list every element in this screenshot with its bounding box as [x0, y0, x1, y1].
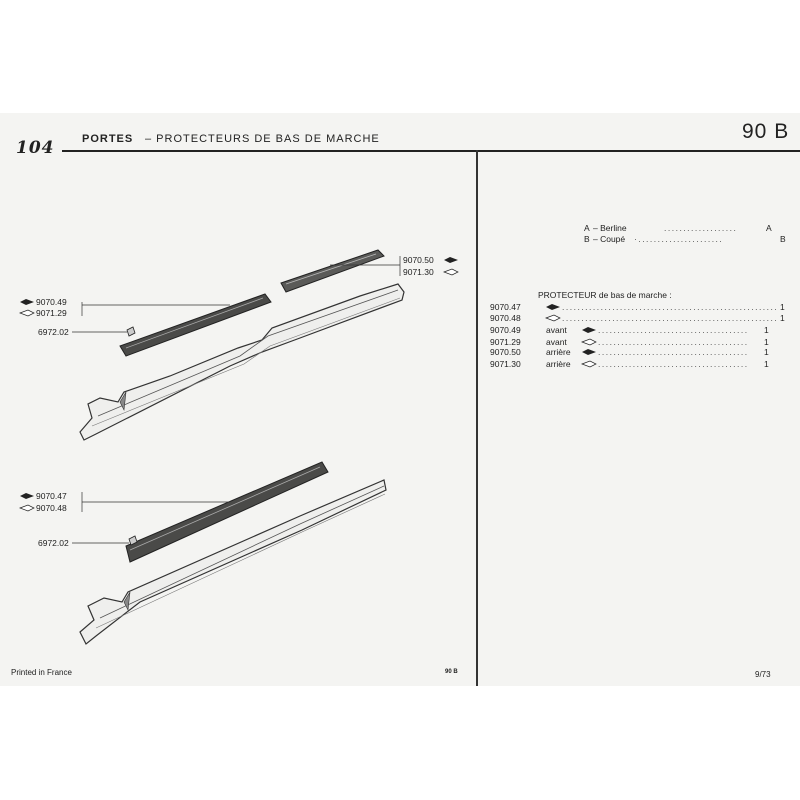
right-hand-arrow-icon: [582, 361, 596, 367]
left-hand-arrow-icon: [444, 257, 458, 263]
part-dots: ........................................................: [562, 302, 779, 312]
legend-dots: ·......................: [634, 234, 724, 244]
part-dots: .......................................: [598, 325, 749, 335]
part-label: 9070.48: [36, 503, 67, 513]
part-ref: 9070.49: [490, 325, 521, 335]
part-dots: ........................................................: [562, 313, 779, 323]
legend-letter: B: [584, 234, 590, 244]
part-dots: .......................................: [598, 347, 749, 357]
part-ref: 9070.50: [490, 347, 521, 357]
part-label: 9070.50: [403, 255, 434, 265]
part-qty: 1: [764, 359, 769, 369]
part-ref: 9071.29: [490, 337, 521, 347]
part-qty: 1: [764, 325, 769, 335]
legend-text: – Coupé: [593, 234, 626, 244]
right-hand-arrow-icon: [444, 269, 458, 275]
page-code: 90 B: [742, 120, 790, 143]
part-label: 6972.02: [38, 538, 69, 548]
left-hand-arrow-icon: [582, 327, 596, 333]
legend-text: – Berline: [593, 223, 627, 233]
part-position: arrière: [546, 359, 571, 369]
part-qty: 1: [780, 313, 785, 323]
right-hand-arrow-icon: [20, 505, 34, 511]
part-label: 9070.47: [36, 491, 67, 501]
lower-assembly: [72, 462, 386, 644]
parts-heading: PROTECTEUR de bas de marche :: [538, 290, 672, 300]
section-title: PORTES: [82, 133, 134, 145]
part-position: avant: [546, 325, 567, 335]
part-position: arrière: [546, 347, 571, 357]
legend-letter: A: [584, 223, 590, 233]
legend-code: B: [780, 234, 786, 244]
part-position: avant: [546, 337, 567, 347]
part-dots: .......................................: [598, 359, 749, 369]
part-ref: 9070.48: [490, 313, 521, 323]
part-label: 9071.29: [36, 308, 67, 318]
legend-code: A: [766, 223, 772, 233]
left-hand-arrow-icon: [20, 299, 34, 305]
part-ref: 9070.47: [490, 302, 521, 312]
part-label: 6972.02: [38, 327, 69, 337]
legend-dots: ...................: [664, 223, 738, 233]
left-hand-arrow-icon: [546, 304, 560, 310]
left-hand-arrow-icon: [582, 349, 596, 355]
right-hand-arrow-icon: [20, 310, 34, 316]
model-logo: 104: [16, 138, 55, 158]
footer-code: 90 B: [445, 669, 458, 675]
part-label: 9071.30: [403, 267, 434, 277]
right-hand-arrow-icon: [582, 339, 596, 345]
section-subtitle: – PROTECTEURS DE BAS DE MARCHE: [145, 133, 380, 145]
upper-assembly: [72, 250, 404, 440]
printed-note: Printed in France: [11, 668, 72, 677]
part-label: 9070.49: [36, 297, 67, 307]
part-dots: .......................................: [598, 337, 749, 347]
left-hand-arrow-icon: [20, 493, 34, 499]
part-qty: 1: [764, 337, 769, 347]
page-number: 9/73: [755, 670, 771, 679]
part-qty: 1: [780, 302, 785, 312]
part-qty: 1: [764, 347, 769, 357]
upper-clip: [127, 327, 135, 336]
part-ref: 9071.30: [490, 359, 521, 369]
right-hand-arrow-icon: [546, 315, 560, 321]
